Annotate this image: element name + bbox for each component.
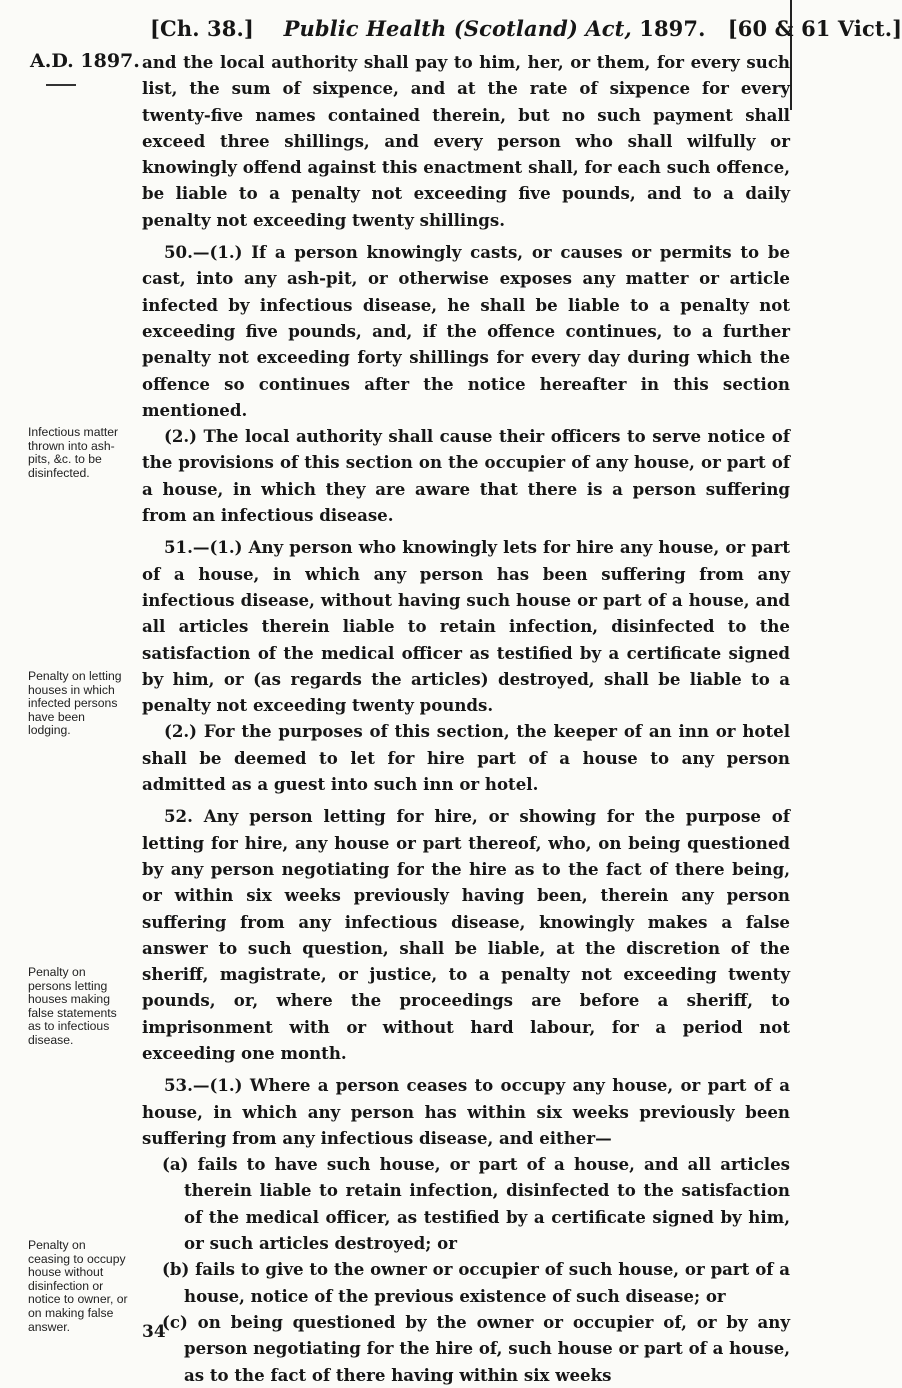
- act-year: 1897.: [639, 16, 706, 41]
- section-50-subsection-2: (2.) The local authority shall cause their officers to serve notice of the provisions of this section on the occupier of any house, or part of a house, in which they are aware that there is a person suffering from an infectious disease.: [142, 426, 790, 526]
- page-number: 34: [142, 1322, 166, 1342]
- margin-year: A.D. 1897.: [30, 50, 140, 72]
- running-header: [150, 16, 902, 41]
- margin-dash: [46, 84, 76, 86]
- act-title: Public Health (Scotland) Act,: [283, 16, 632, 41]
- section-53-item-b: (b) fails to give to the owner or occupier of such house, or part of a house, notice of the previous existence of such disease; or: [162, 1259, 790, 1306]
- section-50-subsection-1: 50.—(1.) If a person knowingly casts, or causes or permits to be cast, into any ash-pit, or otherwise exposes any matter or article infected by infectious disease, he shall be liable to a penalty not exceeding five pounds, and, if the offence continues, to a further penalty not exceeding forty shillings for every day during which the offence so continues after the notice hereafter in this section mentioned.: [142, 242, 790, 420]
- regnal-year: [60 & 61 Vict.]: [727, 16, 902, 41]
- margin-note-section-51: Penalty on letting houses in which infected persons have been lodging.: [28, 669, 122, 738]
- continuation-paragraph: and the local authority shall pay to him, her, or them, for every such list, the sum of sixpence, and at the rate of sixpence for every twenty-five names contained therein, but no such payment shall exceed three shillings, and every person who shall wilfully or knowingly offend against this enactment shall, for each such offence, be liable to a penalty not exceeding five pounds, and to a daily penalty not exceeding twenty shillings.: [142, 52, 790, 230]
- margin-note-section-53: Penalty on ceasing to occupy house without disinfection or notice to owner, or on making false answer.: [28, 1238, 128, 1334]
- section-52: 52. Any person letting for hire, or showing for the purpose of letting for hire, any house or part thereof, who, on being questioned by any person negotiating for the hire as to the fact of there being, or within six weeks previously having been, therein any person suffering from any infectious disease, knowingly makes a false answer to such question, shall be liable, at the discretion of the sheriff, magistrate, or justice, to a penalty not exceeding twenty pounds, or, where the proceedings are before a sheriff, to imprisonment with or without hard labour, for a period not exceeding one month.: [142, 806, 790, 1063]
- section-53-item-a: (a) fails to have such house, or part of a house, and all articles therein liable to retain infection, disinfected to the satisfaction of the medical officer, as testified by a certificate signed by him, or such articles destroyed; or: [162, 1154, 790, 1254]
- margin-note-section-50: Infectious matter thrown into ash-pits, &c. to be disinfected.: [28, 425, 119, 480]
- section-51-subsection-2: (2.) For the purposes of this section, the keeper of an inn or hotel shall be deemed to let for hire part of a house to any person admitted as a guest into such inn or hotel.: [142, 721, 790, 795]
- chapter-ref: [Ch. 38.]: [150, 16, 254, 41]
- section-51-subsection-1: 51.—(1.) Any person who knowingly lets for hire any house, or part of a house, in which any person has been suffering from any infectious disease, without having such house or part of a house, and all articles therein liable to retain infection, disinfected to the satisfaction of the medical officer as testified by a certificate signed by him, or (as regards the articles) destroyed, shall be liable to a penalty not exceeding twenty pounds.: [142, 537, 790, 716]
- section-53-item-c: (c) on being questioned by the owner or occupier of, or by any person negotiating for the hire of, such house or part of a house, as to the fact of there having within six weeks: [162, 1311, 790, 1385]
- margin-note-section-52: Penalty on persons letting houses making false statements as to infectious disease.: [28, 965, 117, 1047]
- section-53-intro: 53.—(1.) Where a person ceases to occupy any house, or part of a house, in which any person has within six weeks previously been suffering from any infectious disease, and either—: [142, 1075, 790, 1148]
- statute-body: [142, 49, 790, 1388]
